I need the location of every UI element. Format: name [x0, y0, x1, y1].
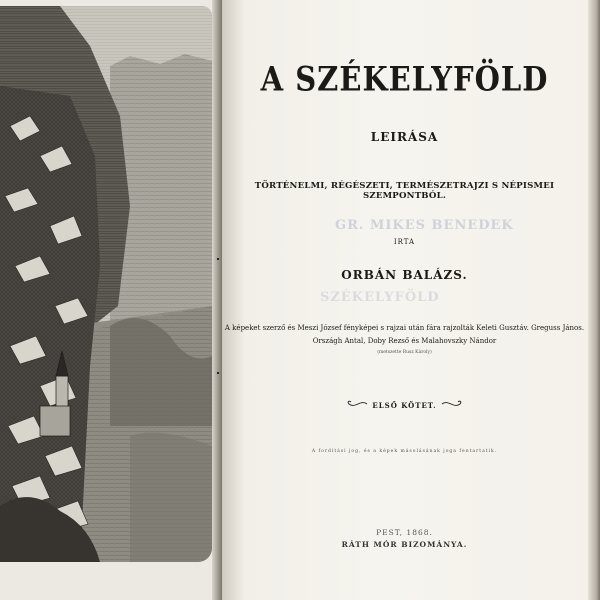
book-subtitle: TÖRTÉNELMI, RÉGÉSZETI, TERMÉSZETRAJZI S NÉPISMEI SZEMPONTBÓL.: [254, 181, 555, 201]
book-subtitle-word: LEIRÁSA: [370, 130, 439, 144]
show-through-text-2: SZÉKELYFÖLD: [320, 290, 440, 305]
volume-label: ELSŐ KÖTET.: [372, 401, 437, 410]
imprint-city-year: PEST, 1868.: [376, 528, 433, 537]
illustration-credit-line-2: Országh Antal, Doby Rezső és Malahovszky Nándor: [312, 337, 497, 345]
author-name: ORBÁN BALÁZS.: [341, 268, 468, 282]
landscape-engraving-image: [0, 6, 212, 562]
gutter-mark: [217, 372, 219, 374]
by-label: IRTA: [393, 238, 416, 246]
gutter-mark: [217, 258, 219, 260]
show-through-text-1: GR. MIKES BENEDEK: [335, 218, 514, 233]
rights-notice: A fordítási jog, és a képek másolásának joga fentartatik.: [311, 449, 498, 454]
right-flourish-icon: [440, 398, 464, 410]
book-title: A SZÉKELYFÖLD: [260, 59, 549, 99]
frontispiece-engraving: [0, 6, 212, 562]
illustration-credit-line-1: A képeket szerző és Meszi József fényképei s rajzai után fára rajzolták Keleti Gusztáv. Greguss János.: [224, 324, 585, 332]
left-page: [0, 0, 222, 600]
page-edge-stack: [588, 0, 600, 600]
imprint-publisher: RÁTH MÓR BIZOMÁNYA.: [341, 540, 468, 549]
engraver-credit: (metszette Rusz Károly): [377, 350, 432, 355]
